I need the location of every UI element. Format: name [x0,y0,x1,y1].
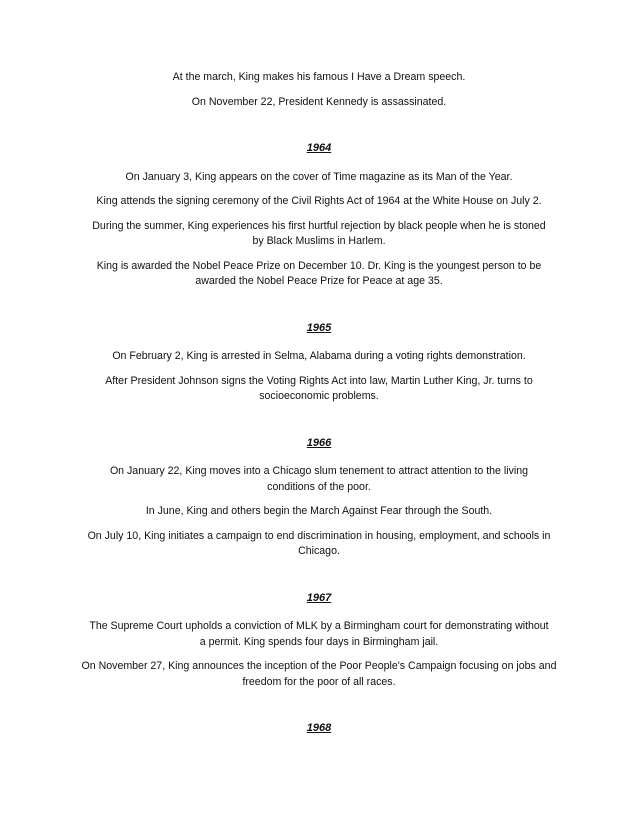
year-heading-1964: 1964 [306,142,332,154]
timeline-entry: On February 2, King is arrested in Selma, Alabama during a voting rights demonstration. [112,350,526,362]
timeline-entry: In June, King and others begin the March Against Fear through the South. [145,505,493,517]
timeline-entry: On January 3, King appears on the cover of Time magazine as its Man of the Year. [125,170,513,183]
intro-paragraph: On November 22, President Kennedy is assassinated. [191,95,447,108]
timeline-entry: King attends the signing ceremony of the Civil Rights Act of 1964 at the White House on July 2. [96,195,542,207]
year-heading-1965: 1965 [306,321,332,334]
year-heading-1968: 1968 [306,722,332,734]
year-heading-1967: 1967 [306,591,332,604]
timeline-document [81,70,557,750]
timeline-entry: On January 22, King moves into a Chicago slum tenement to attract attention to the living conditions of the poor. [109,465,529,493]
timeline-entry: During the summer, King experiences his first hurtful rejection by black people when he is stoned by Black Muslims in Harlem. [92,219,546,247]
timeline-entry: The Supreme Court upholds a conviction of MLK by a Birmingham court for demonstrating without a permit. King spends four days in Birmingham jail. [89,620,549,648]
year-heading-1966: 1966 [306,436,332,449]
timeline-entry: King is awarded the Nobel Peace Prize on December 10. Dr. King is the youngest person to be awarded the Nobel Peace Prize for Peace at age 35. [96,259,542,287]
timeline-entry: After President Johnson signs the Voting Rights Act into law, Martin Luther King, Jr. turns to socioeconomic problems. [105,374,533,402]
timeline-entry: On July 10, King initiates a campaign to end discrimination in housing, employment, and schools in Chicago. [87,529,551,557]
intro-paragraph: At the march, King makes his famous I Have a Dream speech. [172,71,466,83]
timeline-entry: On November 27, King announces the inception of the Poor People's Campaign focusing on jobs and freedom for the poor of all races. [81,660,557,688]
